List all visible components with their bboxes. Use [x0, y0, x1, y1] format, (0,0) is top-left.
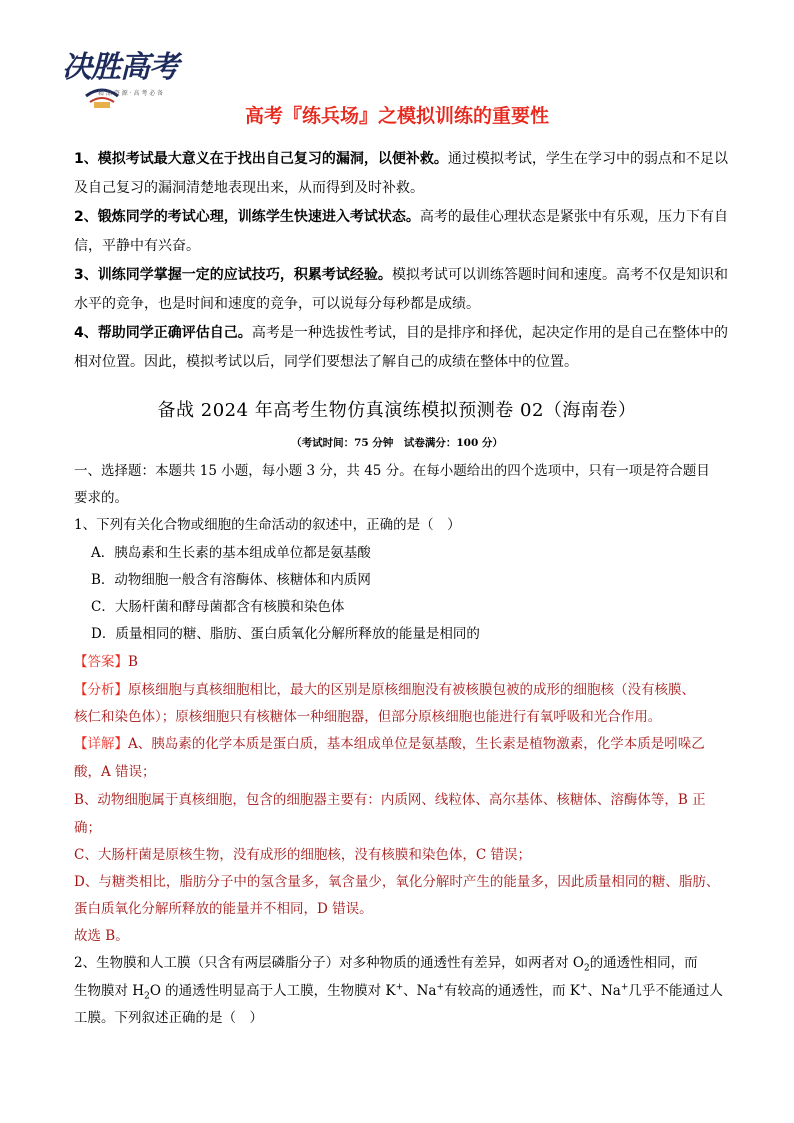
question-2-stem	[74, 950, 728, 977]
logo-text: 决胜高考	[62, 50, 178, 85]
q2-subscript: 2	[583, 963, 590, 974]
analysis-text: 原核细胞与真核细胞相比，最大的区别是原核细胞没有被核膜包被的成形的细胞核（没有核膜、	[128, 682, 695, 698]
q2-superscript: +	[579, 982, 588, 993]
q2-text: 的通透性相同，而	[589, 955, 698, 971]
question-2-stem-cont	[74, 978, 728, 1005]
conclusion: 故选 B。	[74, 928, 129, 944]
detail-text-b-cont: 确；	[74, 820, 101, 836]
detail-text-c: C、大肠杆菌是原核生物，没有成形的细胞核，没有核膜和染色体，C 错误；	[74, 847, 531, 863]
q2-text: 、Na	[587, 983, 621, 999]
q2-text: O 的通透性明显高于人工膜，生物膜对 K	[149, 983, 396, 999]
question-2-stem-end: 工膜。下列叙述正确的是（ ）	[74, 1010, 263, 1026]
detail-tag: 【详解】	[74, 736, 128, 752]
importance-item-text: 通过模拟考试，学生在学习中的弱点和不足以及自己复习的漏洞清楚地表现出来，从而得到及时补救。	[74, 151, 728, 196]
answer-line	[74, 649, 728, 676]
q2-superscript: +	[395, 982, 404, 993]
question-1-option-b: B．动物细胞一般含有溶酶体、核糖体和内质网	[91, 572, 371, 588]
section-intro: 一、选择题：本题共 15 小题，每小题 3 分，共 45 分。在每小题给出的四个选项中，只有一项是符合题目	[74, 463, 710, 479]
q2-superscript: +	[620, 982, 629, 993]
detail-text-d: D、与糖类相比，脂肪分子中的氢含量多，氧含量少，氧化分解时产生的能量多，因此质量相同的糖、脂肪、	[74, 874, 720, 890]
importance-item-text: 模拟考试可以训练答题时间和速度。高考不仅是知识和水平的竞争，也是时间和速度的竞争，可以说每分每秒都是成绩。	[74, 267, 728, 312]
q2-subscript: 2	[144, 991, 150, 1002]
q2-text: 生物膜对 H	[74, 983, 145, 999]
analysis-text-cont: 核仁和染色体）；原核细胞只有核糖体一种细胞器，但部分原核细胞也能进行有氧呼吸和光合作用。	[74, 709, 662, 725]
importance-title: 高考『练兵场』之模拟训练的重要性	[244, 105, 549, 127]
q2-superscript: +	[436, 982, 445, 993]
question-1-option-a: A．胰岛素和生长素的基本组成单位都是氨基酸	[91, 545, 371, 561]
question-1-option-c: C．大肠杆菌和酵母菌都含有核膜和染色体	[91, 599, 345, 615]
detail-text-d-cont: 蛋白质氧化分解所释放的能量并不相同，D 错误。	[74, 901, 373, 917]
importance-item-text: 高考是一种选拔性考试，目的是排序和择优，起决定作用的是自己在整体中的相对位置。因此，模拟考试以后，同学们要想法了解自己的成绩在整体中的位置。	[74, 325, 728, 370]
detail-text-b: B、动物细胞属于真核细胞，包含的细胞器主要有：内质网、线粒体、高尔基体、核糖体、溶酶体等，B 正	[74, 792, 706, 808]
importance-item	[74, 203, 728, 261]
analysis-line	[74, 677, 728, 704]
importance-item	[74, 319, 728, 377]
q2-text: 有较高的通透性，而 K	[444, 983, 580, 999]
q2-text: 、Na	[403, 983, 437, 999]
importance-item-heading: 2、锻炼同学的考试心理，训练学生快速进入考试状态。	[74, 209, 420, 225]
importance-item-text: 高考的最佳心理状态是紧张中有乐观，压力下有自信，平静中有兴奋。	[74, 209, 729, 254]
question-1-option-d: D．质量相同的糖、脂肪、蛋白质氧化分解所释放的能量是相同的	[91, 626, 480, 642]
importance-item	[74, 261, 728, 319]
answer-tag: 【答案】	[74, 654, 128, 670]
importance-item-heading: 3、训练同学掌握一定的应试技巧，积累考试经验。	[74, 267, 392, 283]
question-1-stem: 1、下列有关化合物或细胞的生命活动的叙述中，正确的是（ ）	[74, 517, 461, 533]
importance-item-heading: 1、模拟考试最大意义在于找出自己复习的漏洞，以便补救。	[74, 151, 448, 167]
logo-subtext: 精 品 资 源 · 高 考 必 备	[98, 90, 164, 97]
section-intro-cont: 要求的。	[74, 490, 128, 506]
exam-title: 备战 2024 年高考生物仿真演练模拟预测卷 02（海南卷）	[157, 400, 637, 421]
analysis-tag: 【分析】	[74, 682, 128, 698]
q2-text: 2、生物膜和人工膜（只含有两层磷脂分子）对多种物质的通透性有差异，如两者对 O	[74, 955, 584, 971]
q2-text: 几乎不能通过人	[628, 983, 723, 999]
detail-text-cont: 酸，A 错误；	[74, 764, 156, 780]
answer-value: B	[128, 654, 138, 670]
importance-item-heading: 4、帮助同学正确评估自己。	[74, 325, 252, 341]
detail-line	[74, 731, 728, 758]
detail-text: A、胰岛素的化学本质是蛋白质，基本组成单位是氨基酸，生长素是植物激素，化学本质是吲哚乙	[128, 736, 705, 752]
exam-info: （考试时间：75 分钟 试卷满分：100 分）	[291, 437, 503, 449]
importance-item	[74, 145, 728, 203]
